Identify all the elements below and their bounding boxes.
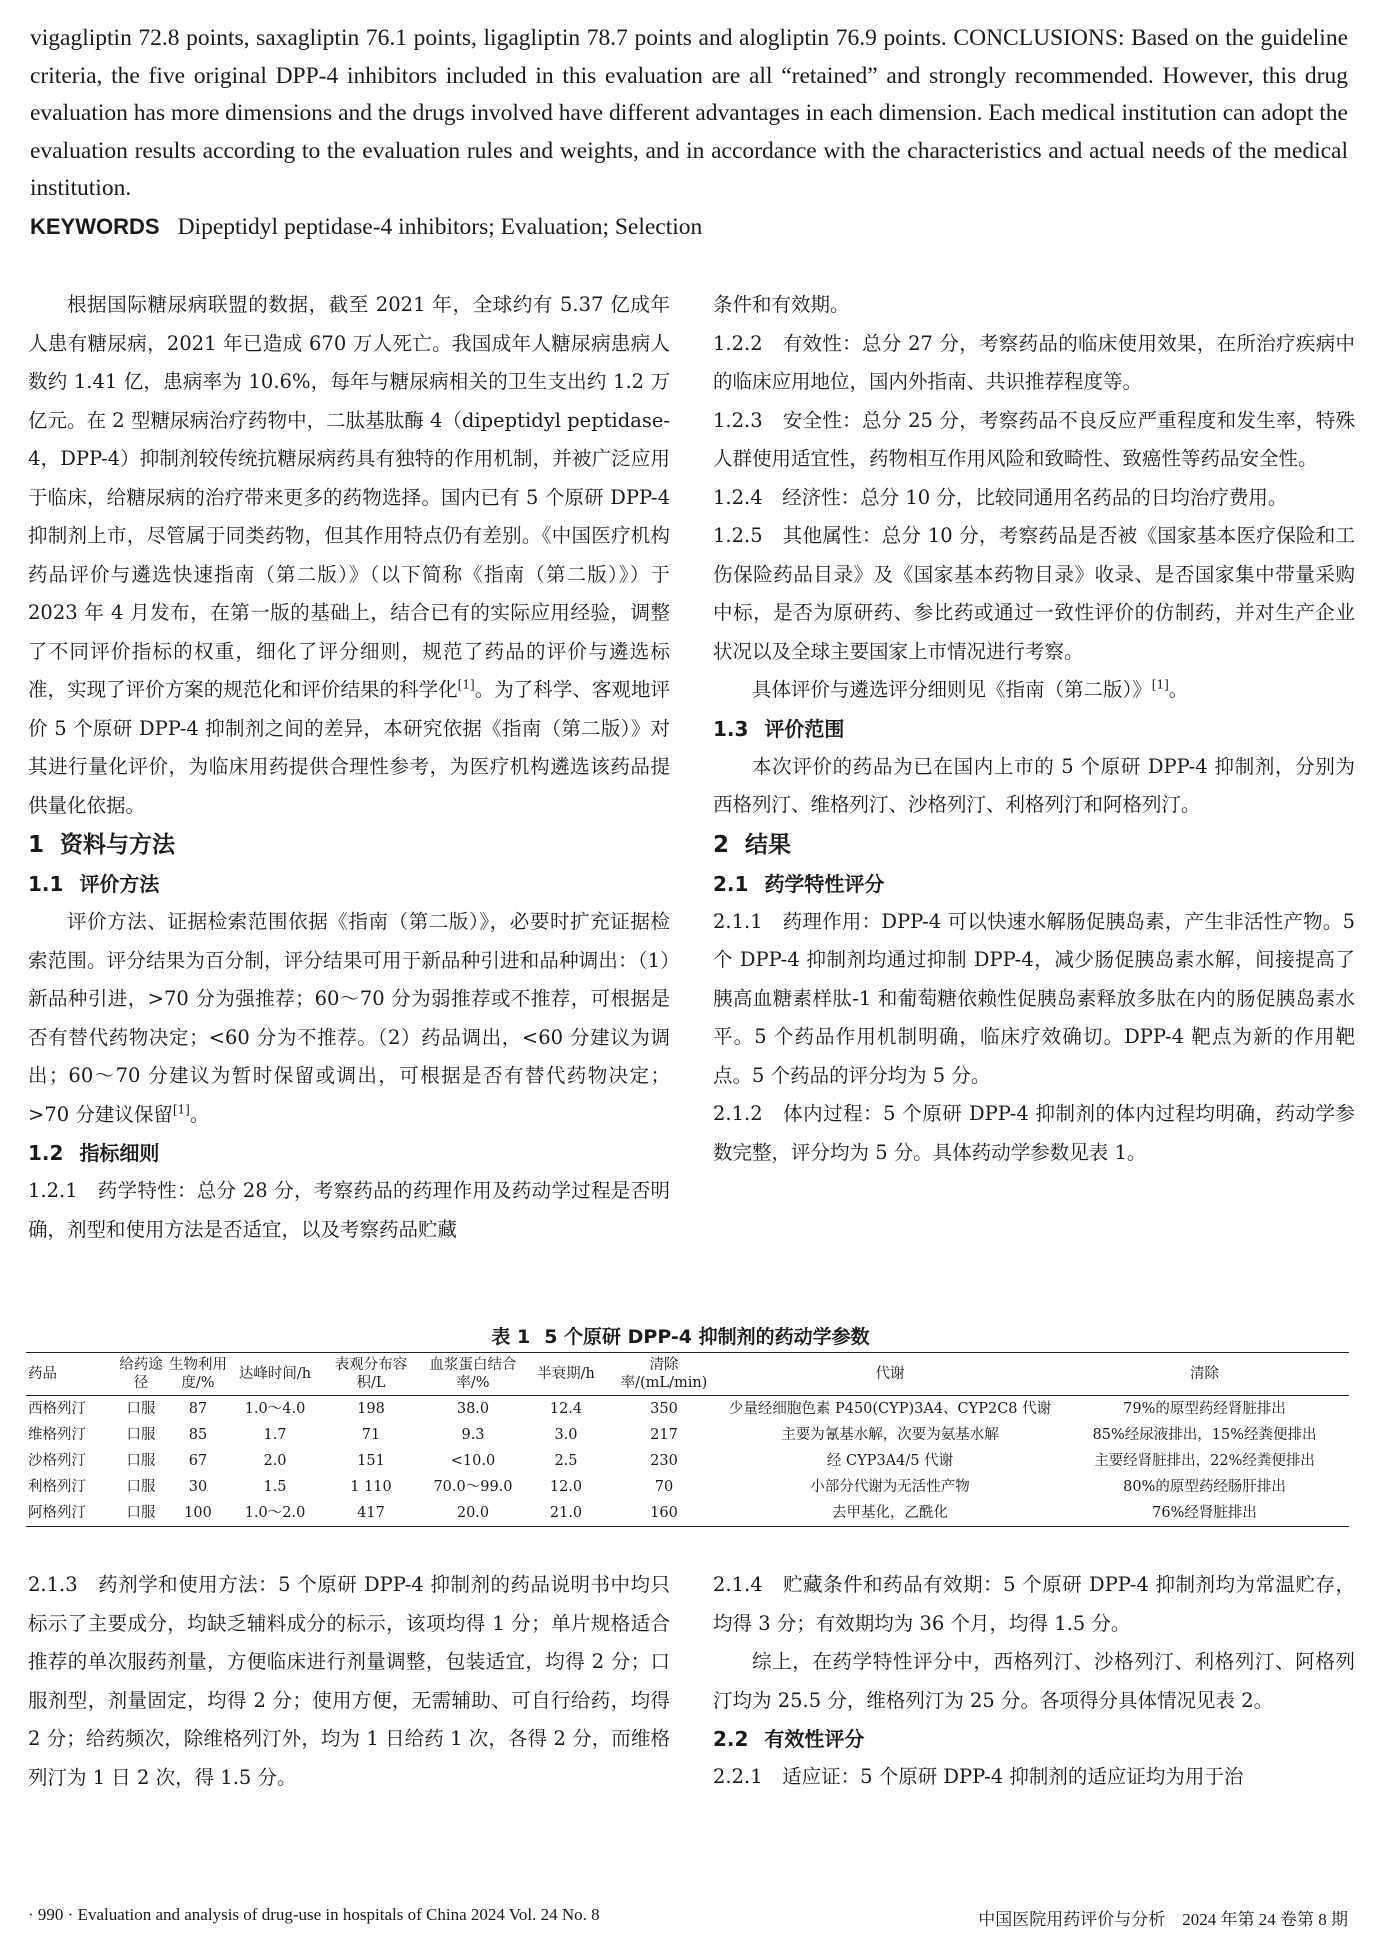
criteria-cont: 条件和有效期。 xyxy=(713,293,850,316)
col-header: 达峰时间/h xyxy=(230,1353,320,1396)
footer-left: · 990 · Evaluation and analysis of drug-use in hospitals of China 2024 Vol. 24 No. 8 xyxy=(28,1905,600,1924)
table-cell: 口服 xyxy=(126,1401,156,1417)
table-cell: 85%经尿液排出，15%经粪便排出 xyxy=(1092,1427,1317,1443)
right-column xyxy=(713,286,1355,1172)
pharmacokinetics-table xyxy=(26,1352,1349,1527)
method-text: 评价方法、证据检索范围依据《指南（第二版）》，必要时扩充证据检索范围。评分结果为百分制，评分结果可用于新品种引进和品种调出：（1）新品种引进，>70 分为强推荐；60～70 分为弱推荐或不推荐，可根据是否有替代药物决定；<60 分为不推荐。（2）药品调出，<60 分建议为调出；60～70 分建议为暂时保留或调出，可根据是否有替代药物决定；>70 分建议保留 xyxy=(28,910,670,1126)
citation: [1] xyxy=(172,1102,190,1116)
citation: [1] xyxy=(1151,677,1169,692)
table-cell: 维格列汀 xyxy=(28,1427,86,1443)
table-cell: 去甲基化，乙酰化 xyxy=(832,1505,948,1521)
table-cell: 198 xyxy=(357,1401,385,1417)
table-cell: 21.0 xyxy=(549,1505,583,1521)
section-heading-1-1: 1.1 评价方法 xyxy=(28,872,160,896)
keywords-label: KEYWORDS xyxy=(30,213,160,239)
col-header: 半衰期/h xyxy=(524,1353,608,1396)
table-cell: 口服 xyxy=(126,1505,156,1521)
table-cell: 87 xyxy=(188,1401,208,1417)
table-cell: 1.5 xyxy=(263,1479,287,1495)
table-cell: 230 xyxy=(650,1453,678,1469)
scope-paragraph: 本次评价的药品为已在国内上市的 5 个原研 DPP-4 抑制剂，分别为西格列汀、维格列汀、沙格列汀、利格列汀和阿格列汀。 xyxy=(713,754,1355,816)
table-cell: 70 xyxy=(654,1479,674,1495)
criteria-ref-paragraph: 具体评价与遴选评分细则见《指南（第二版）》[1]。 xyxy=(752,677,1189,701)
criteria-1-2-5: 1.2.5 其他属性：总分 10 分，考察药品是否被《国家基本医疗保险和工伤保险药品目录》及《国家基本药物目录》收录、是否国家集中带量采购中标，是否为原研药、参比药或通过一致性评价的仿制药，并对生产企业状况以及全球主要国家上市情况进行考察。 xyxy=(713,524,1355,663)
intro-paragraph xyxy=(28,286,670,825)
table-cell: 主要经肾脏排出，22%经粪便排出 xyxy=(1094,1453,1315,1469)
summary-paragraph: 综上，在药学特性评分中，西格列汀、沙格列汀、利格列汀、阿格列汀均为 25.5 分，维格列汀为 25 分。各项得分具体情况见表 2。 xyxy=(713,1650,1355,1712)
citation: [1] xyxy=(457,677,475,692)
table-cell: 350 xyxy=(650,1401,678,1417)
abstract-text: vigagliptin 72.8 points, saxagliptin 76.1 points, ligagliptin 78.7 points and alogliptin 76.9 points. CONCLUSIONS: Based on the guideline criteria, the five original DPP-4 inhibitors included in this evaluation are all “retained” and strongly recommended. However, this drug evaluation has more dimensions and the drugs involved have different advantages in each dimension. Each medical institution can adopt the evaluation results according to the evaluation rules and weights, and in accordance with the characteristics and actual needs of the medical institution. xyxy=(30,25,1348,201)
table-cell: 2.5 xyxy=(554,1453,578,1469)
table-cell: 口服 xyxy=(126,1479,156,1495)
table-cell: 1.0～2.0 xyxy=(244,1505,306,1521)
bottom-left-column xyxy=(28,1566,670,1797)
table-cell: 9.3 xyxy=(461,1427,485,1443)
table-cell: 口服 xyxy=(126,1427,156,1443)
criteria-1-2-1: 1.2.1 药学特性：总分 28 分，考察药品的药理作用及药动学过程是否明确，剂型和使用方法是否适宜，以及考察药品贮藏 xyxy=(28,1179,670,1241)
bottom-right-column xyxy=(713,1566,1355,1797)
criteria-1-2-4: 1.2.4 经济性：总分 10 分，比较同通用名药品的日均治疗费用。 xyxy=(713,485,1288,509)
result-2-2-1: 2.2.1 适应证：5 个原研 DPP-4 抑制剂的适应证均为用于治 xyxy=(713,1765,1244,1788)
footer-right: 中国医院用药评价与分析 2024 年第 24 卷第 8 期 xyxy=(978,1910,1348,1929)
keywords-line xyxy=(30,208,1348,247)
section-heading-2-1: 2.1 药学特性评分 xyxy=(713,871,885,896)
col-header: 给药途径 xyxy=(116,1353,166,1396)
table-cell: <10.0 xyxy=(450,1453,496,1469)
table-cell: 85 xyxy=(188,1427,208,1443)
table-cell: 12.0 xyxy=(549,1479,583,1495)
section-heading-2-2: 2.2 有效性评分 xyxy=(713,1727,865,1751)
table-cell: 口服 xyxy=(126,1453,156,1469)
table-row xyxy=(26,1448,1349,1474)
section-heading-1-3: 1.3 评价范围 xyxy=(713,716,845,741)
criteria-1-2-3: 1.2.3 安全性：总分 25 分，考察药品不良反应严重程度和发生率，特殊人群使用适宜性，药物相互作用风险和致畸性、致癌性等药品安全性。 xyxy=(713,408,1355,470)
result-2-1-3: 2.1.3 药剂学和使用方法：5 个原研 DPP-4 抑制剂的药品说明书中均只标示了主要成分，均缺乏辅料成分的标示，该项均得 1 分；单片规格适合推荐的单次服药剂量，方便临床进行剂量调整，包装适宜，均得 2 分；口服剂型，剂量固定，均得 2 分；使用方便，无需辅助、可自行给药，均得 2 分；给药频次，除维格列汀外，均为 1 日给药 1 次，各得 2 分，而维格列汀为 1 日 2 次，得 1.5 分。 xyxy=(28,1573,670,1789)
result-2-1-1: 2.1.1 药理作用：DPP-4 可以快速水解肠促胰岛素，产生非活性产物。5 个 DPP-4 抑制剂均通过抑制 DPP-4，减少肠促胰岛素水解，间接提高了胰高血糖素样肽-1 和葡萄糖依赖性促胰岛素释放多肽在内的肠促胰岛素水平。5 个药品作用机制明确，临床疗效确切。DPP-4 靶点为新的作用靶点。5 个药品的评分均为 5 分。 xyxy=(713,909,1355,1087)
table-cell: 100 xyxy=(184,1505,212,1521)
section-heading-1: 1 资料与方法 xyxy=(28,832,176,858)
table-cell: 70.0～99.0 xyxy=(433,1479,513,1495)
table-row xyxy=(26,1422,1349,1448)
section-heading-2: 2 结果 xyxy=(713,831,792,858)
table-row xyxy=(26,1396,1349,1423)
col-header: 药品 xyxy=(26,1353,116,1396)
result-2-1-2: 2.1.2 体内过程：5 个原研 DPP-4 抑制剂的体内过程均明确，药动学参数完整，评分均为 5 分。具体药动学参数见表 1。 xyxy=(713,1102,1355,1164)
table-cell: 217 xyxy=(650,1427,678,1443)
col-header: 清除 xyxy=(1060,1353,1349,1396)
table-caption: 5 个原研 DPP-4 抑制剂的药动学参数 xyxy=(544,1326,870,1348)
table-cell: 少量经细胞色素 P450(CYP)3A4、CYP2C8 代谢 xyxy=(728,1401,1052,1417)
table-cell: 160 xyxy=(650,1505,678,1521)
method-paragraph: 评价方法、证据检索范围依据《指南（第二版）》，必要时扩充证据检索范围。评分结果为百分制，评分结果可用于新品种引进和品种调出：（1）新品种引进，>70 分为强推荐；60～70 分为弱推荐或不推荐，可根据是否有替代药物决定；<60 分为不推荐。（2）药品调出，<60 分建议为调出；60～70 分建议为暂时保留或调出，可根据是否有替代药物决定；>70 分建议保留[1]。 xyxy=(28,910,670,1126)
table-cell: 38.0 xyxy=(456,1401,490,1417)
table-row xyxy=(26,1500,1349,1527)
col-header: 清除率/(mL/min) xyxy=(608,1353,720,1396)
section-heading-1-2: 1.2 指标细则 xyxy=(28,1141,160,1165)
table-cell: 1.0～4.0 xyxy=(244,1401,306,1417)
table-cell: 1 110 xyxy=(350,1479,392,1495)
table-cell: 12.4 xyxy=(549,1401,583,1417)
criteria-1-2-2: 1.2.2 有效性：总分 27 分，考察药品的临床使用效果，在所治疗疾病中的临床应用地位，国内外指南、共识推荐程度等。 xyxy=(713,331,1355,393)
table-cell: 76%经肾脏排出 xyxy=(1152,1505,1257,1521)
table-title xyxy=(0,1322,1375,1349)
table-cell: 利格列汀 xyxy=(28,1479,86,1495)
table-cell: 417 xyxy=(357,1505,385,1521)
table-cell: 小部分代谢为无活性产物 xyxy=(810,1479,970,1495)
table-cell: 71 xyxy=(361,1427,381,1443)
keywords-text: Dipeptidyl peptidase-4 inhibitors; Evaluation; Selection xyxy=(177,213,703,240)
result-2-1-4: 2.1.4 贮藏条件和药品有效期：5 个原研 DPP-4 抑制剂均为常温贮存，均得 3 分；有效期均为 36 个月，均得 1.5 分。 xyxy=(713,1573,1355,1635)
table-cell: 西格列汀 xyxy=(28,1401,86,1417)
table-cell: 79%的原型药经肾脏排出 xyxy=(1123,1401,1286,1417)
table-cell: 30 xyxy=(188,1479,208,1495)
table-cell: 2.0 xyxy=(263,1453,287,1469)
col-header: 代谢 xyxy=(720,1353,1060,1396)
left-column xyxy=(28,286,670,1249)
table-cell: 沙格列汀 xyxy=(28,1453,86,1469)
table-header-row xyxy=(26,1353,1349,1396)
table-cell: 151 xyxy=(357,1453,385,1469)
table-cell: 1.7 xyxy=(263,1427,287,1443)
table-cell: 3.0 xyxy=(554,1427,578,1443)
table-cell: 67 xyxy=(188,1453,208,1469)
intro-text: 根据国际糖尿病联盟的数据，截至 2021 年，全球约有 5.37 亿成年人患有糖尿病，2021 年已造成 670 万人死亡。我国成年人糖尿病患病人数约 1.41 亿，患病率为 10.6%，每年与糖尿病相关的卫生支出约 1.2 万亿元。在 2 型糖尿病治疗药物中，二肽基肽酶 4（dipeptidyl peptidase-4，DPP-4）抑制剂较传统抗糖尿病药具有独特的作用机制，并被广泛应用于临床，给糖尿病的治疗带来更多的药物选择。国内已有 5 个原研 DPP-4 抑制剂上市，尽管属于同类药物，但其作用特点仍有差别。《中国医疗机构药品评价与遴选快速指南（第二版）》（以下简称《指南（第二版）》）于 2023 年 4 月发布，在第一版的基础上，结合已有的实际应用经验，调整了不同评价指标的权重，细化了评分细则，规范了药品的评价与遴选标准，实现了评价方案的规范化和评价结果的科学化 xyxy=(28,293,670,701)
english-abstract xyxy=(30,20,1348,246)
table-label: 表 1 xyxy=(491,1326,531,1348)
table-cell: 阿格列汀 xyxy=(28,1505,86,1521)
table-cell: 80%的原型药经肠肝排出 xyxy=(1123,1479,1286,1495)
col-header: 生物利用度/% xyxy=(166,1353,230,1396)
intro-tail: 。为了科学、客观地评价 5 个原研 DPP-4 抑制剂之间的差异，本研究依据《指南（第二版）》对其进行量化评价，为临床用药提供合理性参考，为医疗机构遴选该药品提供量化依据。 xyxy=(28,678,670,817)
col-header: 血浆蛋白结合率/% xyxy=(422,1353,524,1396)
table-cell: 主要为氰基水解，次要为氨基水解 xyxy=(781,1427,999,1443)
table-row xyxy=(26,1474,1349,1500)
table-cell: 20.0 xyxy=(456,1505,490,1521)
col-header: 表观分布容积/L xyxy=(320,1353,422,1396)
table-cell: 经 CYP3A4/5 代谢 xyxy=(826,1453,954,1469)
